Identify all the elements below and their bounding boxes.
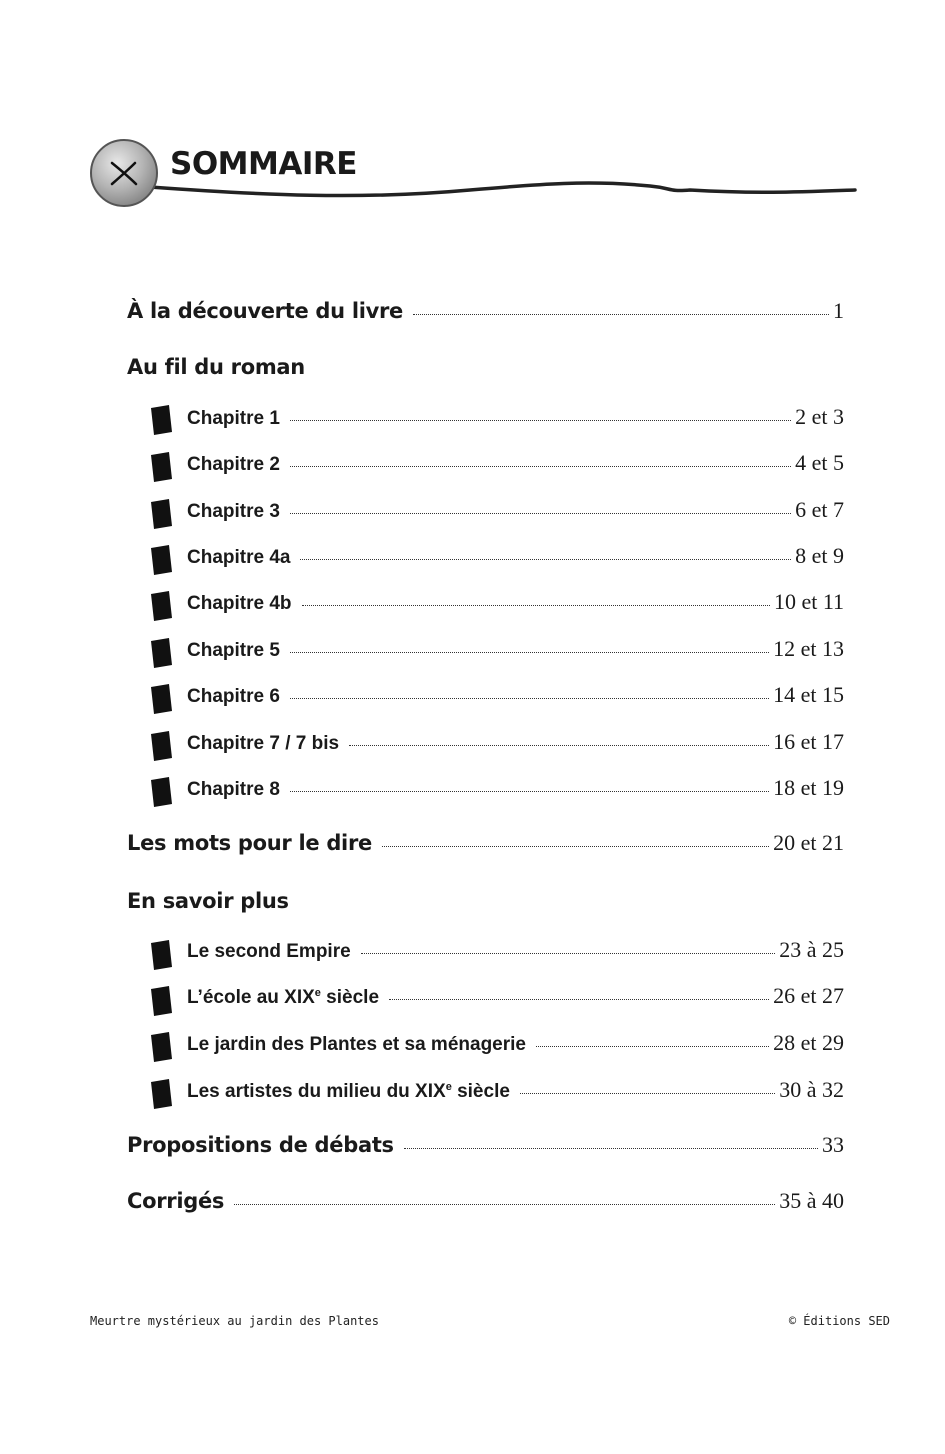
toc-entry-chapter[interactable] bbox=[187, 775, 844, 801]
toc-entry-discover[interactable] bbox=[127, 298, 844, 324]
toc-entry-page: 35 à 40 bbox=[779, 1188, 844, 1213]
toc-entry-label: Chapitre 3 bbox=[187, 501, 280, 522]
toc-entry-label: Chapitre 2 bbox=[187, 454, 280, 475]
toc-entry-words[interactable] bbox=[127, 830, 844, 856]
dot-leader bbox=[389, 999, 769, 1000]
page-title: SOMMAIRE bbox=[170, 146, 357, 182]
black-tab-bullet-icon bbox=[150, 731, 172, 761]
dot-leader bbox=[520, 1093, 775, 1094]
dot-leader bbox=[404, 1148, 818, 1149]
toc-entry-label: Le second Empire bbox=[187, 941, 351, 962]
toc-entry-label: Les mots pour le dire bbox=[127, 831, 372, 855]
dot-leader bbox=[302, 605, 770, 606]
toc-entry-page: 20 et 21 bbox=[773, 830, 844, 855]
toc-entry-label bbox=[187, 1081, 510, 1103]
toc-entry-label: Chapitre 8 bbox=[187, 779, 280, 800]
toc-entry-chapter[interactable] bbox=[187, 682, 844, 708]
dot-leader bbox=[300, 559, 791, 560]
toc-entry-label: Chapitre 1 bbox=[187, 408, 280, 429]
toc-entry-label: Chapitre 6 bbox=[187, 686, 280, 707]
label-text: siècle bbox=[320, 987, 380, 1008]
toc-entry-debates[interactable] bbox=[127, 1132, 844, 1158]
toc-entry-page: 28 et 29 bbox=[773, 1030, 844, 1055]
toc-entry-page: 1 bbox=[833, 298, 844, 323]
black-tab-bullet-icon bbox=[150, 1032, 172, 1062]
black-tab-bullet-icon bbox=[150, 1079, 172, 1109]
black-tab-bullet-icon bbox=[150, 452, 172, 482]
dot-leader bbox=[290, 513, 791, 514]
toc-entry-chapter[interactable] bbox=[187, 404, 844, 430]
dot-leader bbox=[413, 314, 829, 315]
black-tab-bullet-icon bbox=[150, 638, 172, 668]
dot-leader bbox=[290, 420, 791, 421]
header-decoration bbox=[0, 0, 945, 240]
toc-entry-label: Chapitre 7 / 7 bis bbox=[187, 733, 340, 754]
black-tab-bullet-icon bbox=[150, 777, 172, 807]
black-tab-bullet-icon bbox=[150, 545, 172, 575]
dot-leader bbox=[290, 466, 791, 467]
dot-leader bbox=[382, 846, 769, 847]
toc-entry-answers[interactable] bbox=[127, 1188, 844, 1214]
toc-entry-page: 23 à 25 bbox=[779, 937, 844, 962]
dot-leader bbox=[290, 791, 769, 792]
toc-entry-label bbox=[187, 987, 379, 1009]
toc-entry-topic[interactable] bbox=[187, 1030, 844, 1056]
toc-entry-page: 6 et 7 bbox=[795, 497, 844, 522]
black-tab-bullet-icon bbox=[150, 405, 172, 435]
dot-leader bbox=[361, 953, 776, 954]
toc-entry-label: Chapitre 4a bbox=[187, 547, 291, 568]
toc-entry-topic[interactable] bbox=[187, 983, 844, 1009]
toc-entry-chapter[interactable] bbox=[187, 589, 844, 615]
toc-entry-label: Le jardin des Plantes et sa ménagerie bbox=[187, 1034, 526, 1055]
toc-entry-page: 8 et 9 bbox=[795, 543, 844, 568]
cross-circle-icon bbox=[91, 140, 157, 206]
toc-entry-label: Corrigés bbox=[127, 1189, 225, 1213]
toc-entry-label: Chapitre 4b bbox=[187, 593, 292, 614]
toc-entry-chapter[interactable] bbox=[187, 497, 844, 523]
dot-leader bbox=[290, 698, 769, 699]
black-tab-bullet-icon bbox=[150, 684, 172, 714]
label-superscript: e bbox=[445, 1081, 452, 1093]
toc-entry-page: 16 et 17 bbox=[773, 729, 844, 754]
dot-leader bbox=[349, 745, 769, 746]
toc-entry-label: À la découverte du livre bbox=[127, 299, 404, 323]
dot-leader bbox=[234, 1204, 775, 1205]
page-header bbox=[0, 0, 945, 240]
label-superscript: e bbox=[314, 987, 321, 999]
toc-entry-page: 12 et 13 bbox=[773, 636, 844, 661]
toc-entry-page: 33 bbox=[822, 1132, 844, 1157]
toc-entry-page: 14 et 15 bbox=[773, 682, 844, 707]
toc-entry-chapter[interactable] bbox=[187, 543, 844, 569]
toc-entry-chapter[interactable] bbox=[187, 636, 844, 662]
toc-entry-topic[interactable] bbox=[187, 1077, 844, 1103]
toc-entry-chapter[interactable] bbox=[187, 729, 844, 755]
toc-entry-page: 2 et 3 bbox=[795, 404, 844, 429]
black-tab-bullet-icon bbox=[150, 499, 172, 529]
toc-entry-page: 30 à 32 bbox=[779, 1077, 844, 1102]
black-tab-bullet-icon bbox=[150, 591, 172, 621]
toc-entry-page: 18 et 19 bbox=[773, 775, 844, 800]
footer-book-title: Meurtre mystérieux au jardin des Plantes bbox=[90, 1314, 379, 1328]
toc-entry-page: 4 et 5 bbox=[795, 450, 844, 475]
wavy-rule bbox=[150, 183, 855, 196]
dot-leader bbox=[536, 1046, 769, 1047]
footer-publisher: © Éditions SED bbox=[788, 1314, 890, 1328]
black-tab-bullet-icon bbox=[150, 940, 172, 970]
toc-entry-page: 26 et 27 bbox=[773, 983, 844, 1008]
toc-entry-topic[interactable] bbox=[187, 937, 844, 963]
toc-entry-page: 10 et 11 bbox=[773, 589, 844, 614]
section-heading-novel: Au fil du roman bbox=[127, 355, 305, 379]
label-text: Les artistes du milieu du XIX bbox=[187, 1081, 446, 1102]
label-text: siècle bbox=[451, 1081, 510, 1102]
dot-leader bbox=[290, 652, 769, 653]
label-text: L’école au XIX bbox=[187, 987, 315, 1008]
toc-entry-chapter[interactable] bbox=[187, 450, 844, 476]
black-tab-bullet-icon bbox=[150, 986, 172, 1016]
toc-entry-label: Chapitre 5 bbox=[187, 640, 280, 661]
toc-entry-label: Propositions de débats bbox=[127, 1133, 394, 1157]
section-heading-more: En savoir plus bbox=[127, 889, 289, 913]
